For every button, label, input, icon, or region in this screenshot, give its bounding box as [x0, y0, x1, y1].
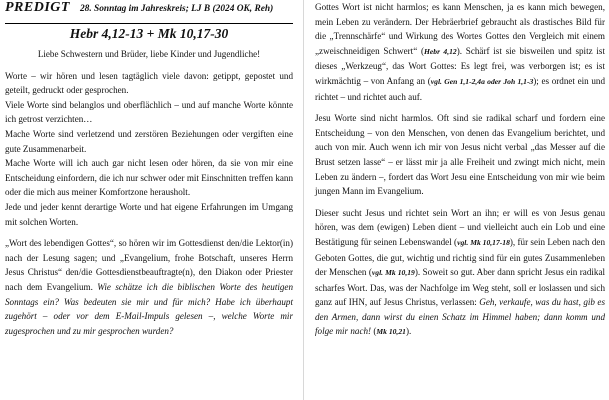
text: ). Soweit so gut. Aber dann spricht Jesus ein radikal scharfes Wort. Das, was der Nachfolge im Weg steht, soll er loslassen und sich ganz auf IHN, auf Jesus Christus, verlassen: [315, 267, 606, 308]
left-column [5, 0, 293, 338]
greeting: Liebe Schwestern und Brüder, liebe Kinder und Jugendliche! [37, 49, 261, 59]
scripture-ref: Mk 10,21 [376, 327, 406, 337]
paragraph [315, 206, 605, 340]
text: Dieser sucht Jesus und richtet sein Wort an ihn; er will es von Jesus genau hören, was dem (ewigen) Leben dient – und vielleicht auch ein Lob und eine Bestätigung für seinen Lebenswandel ( [315, 207, 605, 247]
page-subtitle: 28. Sonntag im Jahreskreis; LJ B (2024 OK, Reh) [79, 4, 274, 14]
scripture-ref: vgl. Gen 1,1-2,4a oder Joh 1,1-3 [430, 76, 534, 86]
paragraph: Viele Worte sind belanglos und oberflächlich – und auf manche Worte könnte ich getrost verzichten… [5, 99, 293, 125]
text: ), für sein Leben nach den Geboten Gottes, die gut, wichtig und richtig sind für ein gutes Zusammenleben der Menschen ( [315, 236, 606, 278]
text: Gottes Wort ist nicht harmlos; es kann Menschen, ja es kann mich bewegen, mein Leben zu verändern. Der Hebräerbrief gebraucht als drastisches Bild für die „Trennschärfe“ und Wirkung des Wortes Gottes den Vergleich mit einem „zweischneidigen Schwert“ ( [315, 2, 605, 56]
header [5, 1, 293, 23]
scripture-ref: vgl. Mk 10,17-18 [457, 237, 510, 247]
page-title: PREDIGT [5, 0, 70, 15]
italic-text: Wie schätze ich die biblischen Worte des heutigen Sonntags ein? Was bedeuten sie mir und für mich? Habe ich überhaupt zugehört – oder vor dem E-Mail-Impuls gelesen –, welche Worte mir zugesprochen und zu mir gesprochen wurden? [5, 281, 293, 336]
text: ); es ordnet ein und richtet – und richtet auch auf. [315, 75, 605, 102]
paragraph [315, 0, 605, 104]
scripture-ref: vgl. Mk 10,19 [371, 268, 415, 278]
text: ). [405, 326, 412, 337]
text: ). Schärf ist sie bisweilen und spitz ist dieses „Werkzeug“, das Wort Gottes: Es legt frei, was verborgen ist; es ist wirkmächtig – von Anfang an ( [315, 45, 605, 86]
page-divider [303, 0, 304, 400]
header-rule [5, 23, 293, 24]
bible-verse: Hebr 4,12-13 + Mk 10,17-30 [69, 26, 229, 41]
text: „Wort des lebendigen Gottes“, so hören wir im Gottesdienst den/die Lektor(in) nach der Lesung sagen; und „Evangelium, frohe Botschaft, unseres Herrn Jesus Christus“ den/die Gottesdienstbeauftragte(n), den Diakon oder Priester nach dem Evangelium. [5, 238, 293, 292]
text: ( [371, 326, 377, 337]
right-column [315, 0, 605, 340]
scripture-ref: Hebr 4,12 [424, 46, 457, 56]
paragraph: Jede und jeder kennt derartige Worte und hat eigene Erfahrungen im Umgang mit solchen Worten. [5, 201, 293, 227]
paragraph: Worte – wir hören und lesen tagtäglich viele davon: getippt, gepostet und geteilt, gedruckt oder gesprochen. [5, 70, 293, 96]
paragraph: Jesu Worte sind nicht harmlos. Oft sind sie radikal scharf und fordern eine Entscheidung – von den Menschen, von denen das Evangelium berichtet, und auch von mir. Auch wenn ich mir von Jesus nicht verbal „das Messer auf die Brust setzen lasse“ – er lässt mir ja alle Freiheit und zwingt mich nicht, mein Leben zu ändern –, fordert das Wort Jesu eine Entscheidung von mir wie beim jungen Mann im Evangelium. [315, 113, 605, 197]
paragraph: Mache Worte will ich auch gar nicht lesen oder hören, da sie von mir eine Entscheidung einfordern, die ich nur schwer oder mit Einschnitten treffen kann oder die mich aus meiner Komfortzone herausholt. [5, 158, 293, 198]
italic-text: Geh, verkaufe, was du hast, gib es den Armen, dann wirst du einen Schatz im Himmel haben; dann komm und folge mir nach! [315, 297, 605, 337]
paragraph: Mache Worte sind verletzend und zerstören Beziehungen oder vergiften eine gute Zusammenarbeit. [5, 128, 293, 154]
paragraph [5, 236, 293, 338]
